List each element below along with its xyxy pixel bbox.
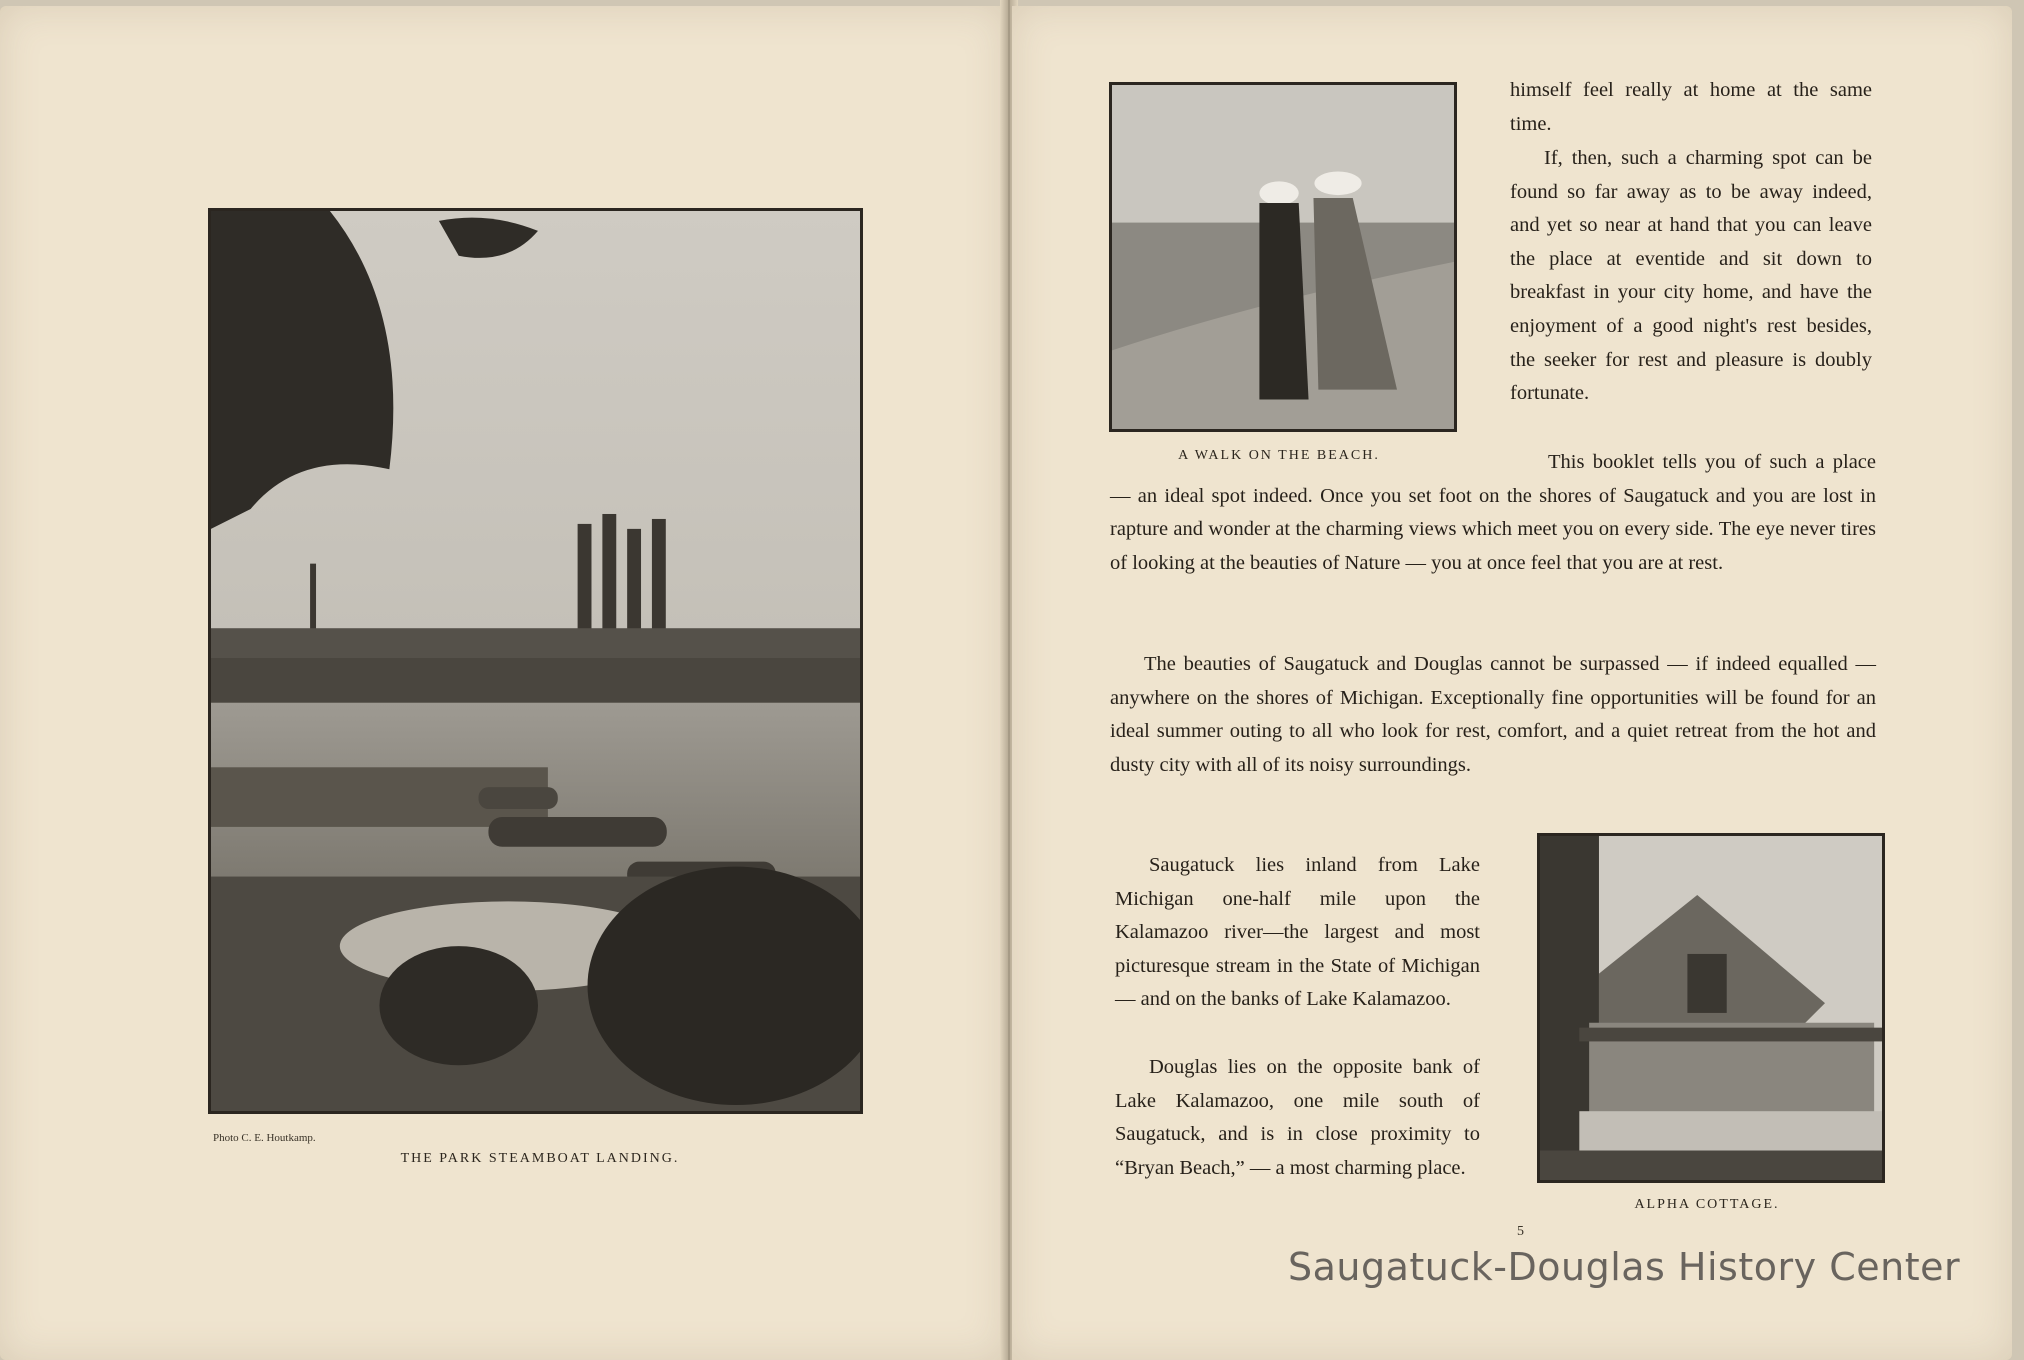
paragraph-6: Douglas lies on the opposite bank of Lake Kalamazoo, one mile south of Saugatuck, and is in close proximity to “Bryan Beach,” — a most charming place. <box>1115 1056 1480 1179</box>
right-page <box>1012 6 2012 1360</box>
steamboat-landing-photo <box>208 208 863 1114</box>
alpha-cottage-caption: ALPHA COTTAGE. <box>1634 1197 1780 1212</box>
paragraph-2: If, then, such a charming spot can be found so far away as to be away indeed, and yet so near at hand that you can leave the place at eventide and sit down to breakfast in your city home, and have the enjoyment of a good night's rest besides, the seeker for rest and pleasure is doubly fortunate. <box>1510 147 1872 405</box>
paragraph-5: Saugatuck lies inland from Lake Michigan one-half mile upon the Kalamazoo river—the largest and most picturesque stream in the State of Michigan — and on the banks of Lake Kalamazoo. <box>1115 854 1480 1011</box>
photo-caption: THE PARK STEAMBOAT LANDING. <box>400 1151 680 1166</box>
paragraph-1: himself feel really at home at the same time. <box>1510 79 1872 135</box>
photo-credit: Photo C. E. Houtkamp. <box>213 1132 316 1144</box>
walk-on-beach-caption: A WALK ON THE BEACH. <box>1178 448 1380 463</box>
walk-on-beach-photo <box>1109 82 1457 432</box>
watermark-text: Saugatuck-Douglas History Center <box>1288 1245 1961 1289</box>
paragraph-3: This booklet tells you of such a place — an ideal spot indeed. Once you set foot on the shores of Saugatuck and you are lost in rapture and wonder at the charming views which meet you on every side. The eye never tires of looking at the beauties of Nature — you at once feel that you are at rest. <box>1110 451 1876 574</box>
left-page <box>0 6 1005 1360</box>
alpha-cottage-photo <box>1537 833 1885 1183</box>
page-number: 5 <box>1517 1224 1524 1239</box>
paragraph-4: The beauties of Saugatuck and Douglas cannot be surpassed — if indeed equalled — anywhere on the shores of Michigan. Exceptionally fine opportunities will be found for an ideal summer outing to all who look for rest, comfort, and a quiet retreat from the hot and dusty city with all of its noisy surroundings. <box>1110 653 1876 776</box>
